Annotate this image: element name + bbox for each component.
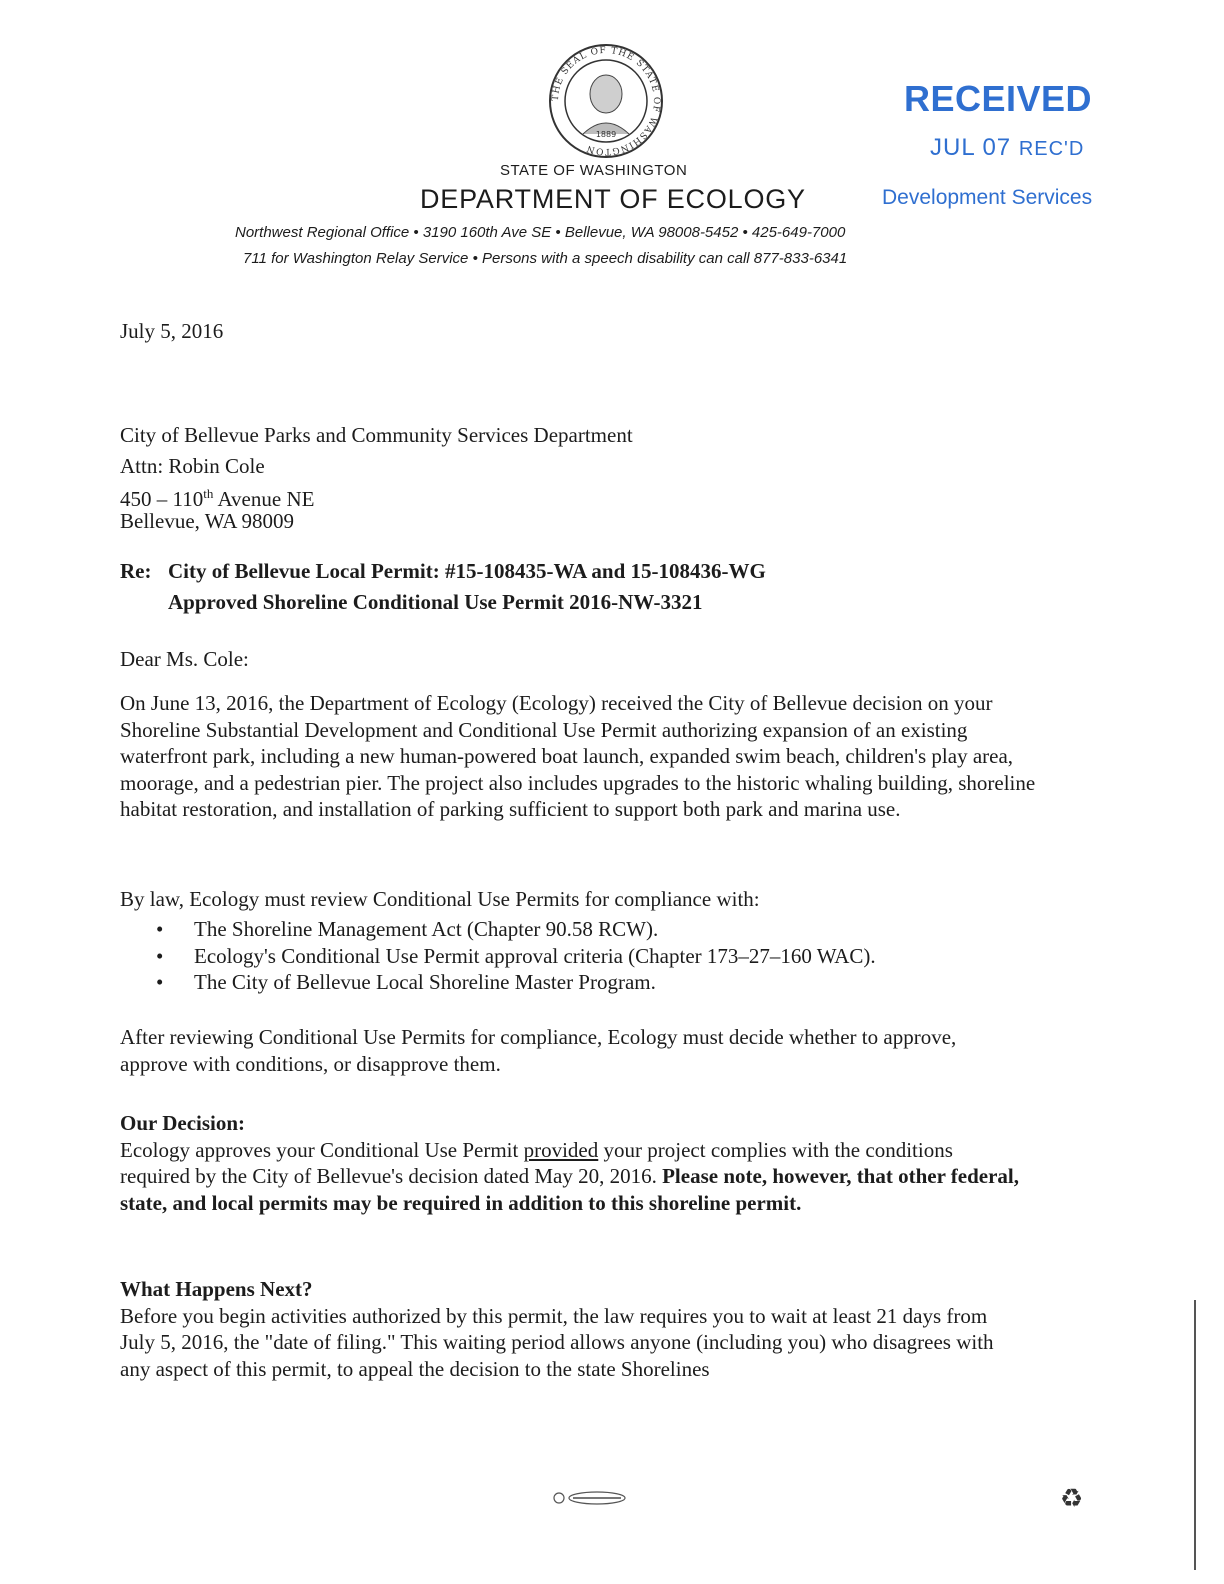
permit-note-bold: Please note, however, that other federal, state, and local permits may be required in addition to this shoreline permit. [120, 1164, 1020, 1215]
provided-underlined: provided [523, 1137, 599, 1162]
recipient-line-4: Bellevue, WA 98009 [120, 509, 295, 533]
office-address: Northwest Regional Office • 3190 160th Ave SE • Bellevue, WA 98008-5452 • 425-649-7000 [235, 224, 846, 241]
stamp-date-main: JUL 07 [930, 134, 1012, 161]
recycle-icon: ♻ [1060, 1484, 1084, 1514]
recipient-street-name: Avenue NE [213, 487, 315, 511]
next-steps-text: Before you begin activities authorized by this permit, the law requires you to wait at least 21 days from July 5, 2016, the "date of filing." This waiting period allows anyone (including you) who disagrees with any aspect of this permit, to appeal the decision to the state Shorelines [120, 1303, 994, 1381]
recipient-street-suffix: th [203, 486, 214, 501]
seal-text: THE SEAL OF THE STATE OF WASHINGTON [550, 45, 662, 157]
salutation: Dear Ms. Cole: [120, 647, 249, 671]
decision-heading: Our Decision: [120, 1111, 246, 1135]
next-steps-section [120, 1276, 1010, 1382]
subject-block [120, 556, 766, 618]
subject-line-1: City of Bellevue Local Permit: #15-108435-WA and 15-108436-WG [168, 559, 766, 583]
stamp-date-suffix: REC'D [1018, 138, 1085, 160]
next-steps-heading: What Happens Next? [120, 1277, 313, 1301]
recipient-line-2: Attn: Robin Cole [120, 454, 265, 478]
paragraph-review-requirement: By law, Ecology must review Conditional Use Permits for compliance with: [120, 887, 760, 911]
relay-service-line: 711 for Washington Relay Service • Persons with a speech disability can call 877-833-6341 [243, 250, 848, 267]
stamp-date [930, 134, 1084, 162]
compliance-list [150, 916, 876, 996]
scan-edge-line [1194, 1300, 1196, 1570]
decision-text: Ecology approves your Conditional Use Permit provided your project complies with the conditions required by the City of Bellevue's decision dated May 20, 2016. Please note, however, that other federal, state, and local permits may be required in addition to this shoreline permit. [120, 1137, 1020, 1215]
letter-date: July 5, 2016 [120, 319, 224, 343]
stamp-department: Development Services [882, 186, 1093, 209]
list-item: • Ecology's Conditional Use Permit approval criteria (Chapter 173–27–160 WAC). [156, 943, 876, 968]
stamp-title: RECEIVED [904, 78, 1093, 119]
recipient-line-1: City of Bellevue Parks and Community Services Department [120, 423, 633, 447]
subject-line-2: Approved Shoreline Conditional Use Permit 2016-NW-3321 [168, 590, 703, 614]
recipient-street-number: 450 – 110 [120, 487, 204, 511]
state-seal-icon [547, 42, 665, 160]
list-item: • The Shoreline Management Act (Chapter 90.58 RCW). [156, 917, 659, 941]
seal-year: 1889 [595, 130, 617, 139]
union-bug-icon [551, 1488, 627, 1508]
paragraph-decision-received: On June 13, 2016, the Department of Ecology (Ecology) received the City of Bellevue decision on your Shoreline Substantial Development and Conditional Use Permit authorizing expansion of an existing waterfront park, including a new human-powered boat launch, expanded swim beach, children's play area, moorage, and a pedestrian pier. The project also includes upgrades to the historic whaling building, shoreline habitat restoration, and installation of parking sufficient to support both park and marina use. [120, 691, 1036, 821]
list-item: • The City of Bellevue Local Shoreline Master Program. [156, 970, 656, 994]
state-line: STATE OF WASHINGTON [500, 162, 688, 179]
department-name: DEPARTMENT OF ECOLOGY [420, 184, 806, 214]
paragraph-review-outcome: After reviewing Conditional Use Permits for compliance, Ecology must decide whether to approve, approve with conditions, or disapprove them. [120, 1025, 957, 1076]
subject-label: Re: [120, 559, 152, 583]
decision-section [120, 1110, 1020, 1216]
